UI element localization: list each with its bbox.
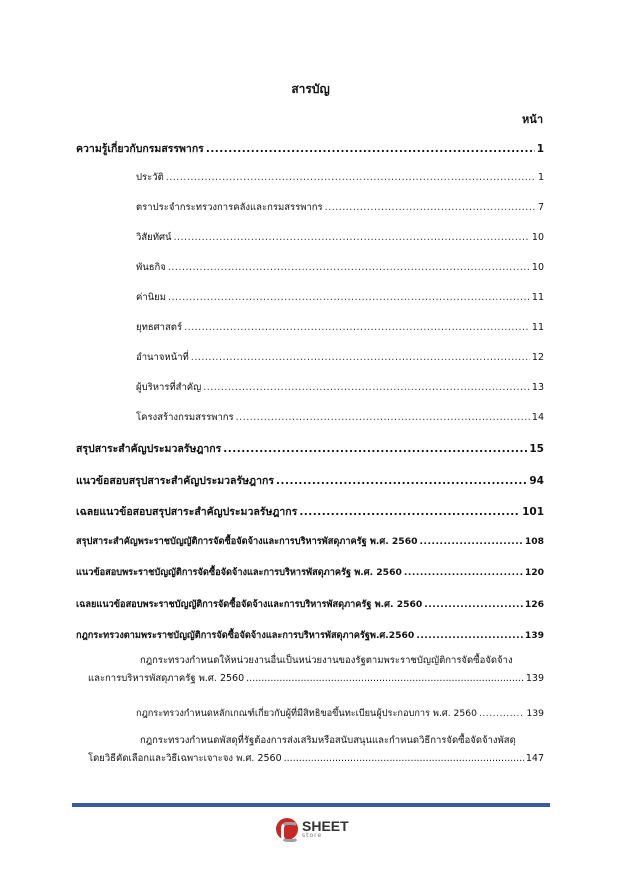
logo-wordmark: SHEET bbox=[302, 818, 349, 834]
toc-entry-label: ผู้บริหารที่สำคัญ bbox=[136, 382, 202, 393]
toc-entry-label: แนวข้อสอบสรุปสาระสำคัญประมวลรัษฎากร bbox=[76, 475, 274, 487]
toc-entry-page: 11 bbox=[531, 292, 544, 303]
toc-entry-label-line2: โดยวิธีคัดเลือกและวิธีเฉพาะเจาะจง พ.ศ. 2560 bbox=[88, 753, 282, 764]
toc-entry-page: 1 bbox=[536, 143, 544, 155]
toc-entry-page: 147 bbox=[525, 753, 544, 764]
leader-dots bbox=[424, 599, 523, 610]
toc-entry[interactable] bbox=[76, 140, 544, 157]
leader-dots bbox=[276, 475, 527, 487]
toc-entry-page: 139 bbox=[524, 630, 544, 641]
toc-entry-page: 10 bbox=[531, 232, 544, 243]
toc-entry-label: ประวัติ bbox=[136, 172, 164, 183]
leader-dots bbox=[416, 630, 522, 641]
toc-entry-label: ค่านิยม bbox=[136, 292, 167, 303]
toc-entry-label-line1: กฎกระทรวงกำหนดพัสดุที่รัฐต้องการส่งเสริมหรือสนับสนุนและกำหนดวิธีการจัดซื้อจัดจ้างพัสดุ bbox=[140, 735, 516, 746]
footer-divider bbox=[72, 803, 550, 807]
toc-entry-label: แนวข้อสอบพระราชบัญญัติการจัดซื้อจัดจ้างและการบริหารพัสดุภาครัฐ พ.ศ. 2560 bbox=[76, 567, 402, 578]
toc-entry-label-line2: และการบริหารพัสดุภาครัฐ พ.ศ. 2560 bbox=[88, 673, 245, 684]
leader-dots bbox=[203, 382, 530, 393]
toc-entry-label: ยุทธศาสตร์ bbox=[136, 322, 183, 333]
leader-dots bbox=[479, 708, 525, 719]
leader-dots bbox=[404, 567, 523, 578]
toc-entry[interactable] bbox=[76, 440, 544, 457]
leader-dots bbox=[246, 670, 524, 688]
toc-entry[interactable] bbox=[136, 380, 544, 395]
toc-entry-label: กฎกระทรวงตามพระราชบัญญัติการจัดซื้อจัดจ้างและการบริหารพัสดุภาครัฐพ.ศ.2560 bbox=[76, 630, 415, 641]
toc-entry-label: พันธกิจ bbox=[136, 262, 166, 273]
toc-entry-page: 101 bbox=[522, 506, 544, 518]
toc-entry[interactable] bbox=[136, 200, 544, 215]
toc-entry[interactable] bbox=[88, 732, 544, 768]
toc-entry-page: 120 bbox=[524, 567, 544, 578]
toc-entry-label: วิสัยทัศน์ bbox=[136, 232, 172, 243]
toc-entry[interactable] bbox=[136, 290, 544, 305]
leader-dots bbox=[191, 352, 530, 363]
leader-dots bbox=[325, 202, 536, 213]
toc-entry-label: สรุปสาระสำคัญพระราชบัญญัติการจัดซื้อจัดจ้างและการบริหารพัสดุภาครัฐ พ.ศ. 2560 bbox=[76, 536, 418, 547]
toc-entry-label: สรุปสาระสำคัญประมวลรัษฎากร bbox=[76, 443, 222, 455]
toc-entry-label: อำนาจหน้าที่ bbox=[136, 352, 189, 363]
leader-dots bbox=[420, 536, 523, 547]
toc-entry-page: 12 bbox=[531, 352, 544, 363]
toc-entry-page: 139 bbox=[525, 673, 544, 684]
logo-subtext: store bbox=[302, 832, 323, 839]
toc-entry-label-line1: กฎกระทรวงกำหนดให้หน่วยงานอื่นเป็นหน่วยงานของรัฐตามพระราชบัญญัติการจัดซื้อจัดจ้าง bbox=[140, 655, 513, 666]
toc-entry-page: 139 bbox=[526, 708, 544, 719]
toc-entry-label: เฉลยแนวข้อสอบพระราชบัญญัติการจัดซื้อจัดจ้างและการบริหารพัสดุภาครัฐ พ.ศ. 2560 bbox=[76, 599, 423, 610]
toc-entry-page: 7 bbox=[537, 202, 544, 213]
toc-entry-page: 126 bbox=[524, 599, 544, 610]
toc-entry-label: เฉลยแนวข้อสอบสรุปสาระสำคัญประมวลรัษฎากร bbox=[76, 506, 298, 518]
toc-entry-page: 15 bbox=[529, 443, 544, 455]
toc-entry[interactable] bbox=[136, 170, 544, 185]
footer-logo bbox=[276, 818, 349, 840]
toc-entry[interactable] bbox=[88, 652, 544, 688]
toc-title: สารบัญ bbox=[291, 82, 330, 96]
toc-entry[interactable] bbox=[136, 350, 544, 365]
leader-dots bbox=[174, 232, 530, 243]
toc-entry-page: 1 bbox=[537, 172, 544, 183]
toc-entry-label: โครงสร้างกรมสรรพากร bbox=[136, 412, 234, 423]
toc-entry[interactable] bbox=[136, 230, 544, 245]
toc-entry-page: 11 bbox=[531, 322, 544, 333]
toc-entry-page: 10 bbox=[531, 262, 544, 273]
toc-entry[interactable] bbox=[76, 565, 544, 580]
leader-dots bbox=[184, 322, 530, 333]
toc-entry-label: ตราประจำกระทรวงการคลังและกรมสรรพากร bbox=[136, 202, 323, 213]
toc-entry[interactable] bbox=[136, 706, 544, 721]
page-column-header: หน้า bbox=[522, 113, 543, 126]
leader-dots bbox=[284, 750, 524, 768]
leader-dots bbox=[166, 172, 536, 183]
leader-dots bbox=[223, 443, 527, 455]
toc-entry[interactable] bbox=[76, 597, 544, 612]
toc-entry[interactable] bbox=[136, 320, 544, 335]
sheet-store-logo-icon bbox=[276, 818, 298, 840]
toc-entry[interactable] bbox=[76, 472, 544, 489]
toc-entry[interactable] bbox=[136, 410, 544, 425]
leader-dots bbox=[206, 143, 535, 155]
toc-entry-page: 13 bbox=[531, 382, 544, 393]
leader-dots bbox=[236, 412, 530, 423]
leader-dots bbox=[168, 262, 530, 273]
toc-entry[interactable] bbox=[76, 534, 544, 549]
toc-entry-label: กฎกระทรวงกำหนดหลักเกณฑ์เกี่ยวกับผู้ที่มีสิทธิขอขึ้นทะเบียนผู้ประกอบการ พ.ศ. 2560 bbox=[136, 708, 477, 719]
toc-entry-page: 14 bbox=[531, 412, 544, 423]
toc-entry-page: 94 bbox=[529, 475, 544, 487]
toc-entry-label: ความรู้เกี่ยวกับกรมสรรพากร bbox=[76, 143, 204, 155]
toc-entry[interactable] bbox=[76, 628, 544, 643]
toc-entry-page: 108 bbox=[524, 536, 544, 547]
toc-entry[interactable] bbox=[136, 260, 544, 275]
leader-dots bbox=[168, 292, 530, 303]
leader-dots bbox=[299, 506, 520, 518]
toc-entry[interactable] bbox=[76, 503, 544, 520]
